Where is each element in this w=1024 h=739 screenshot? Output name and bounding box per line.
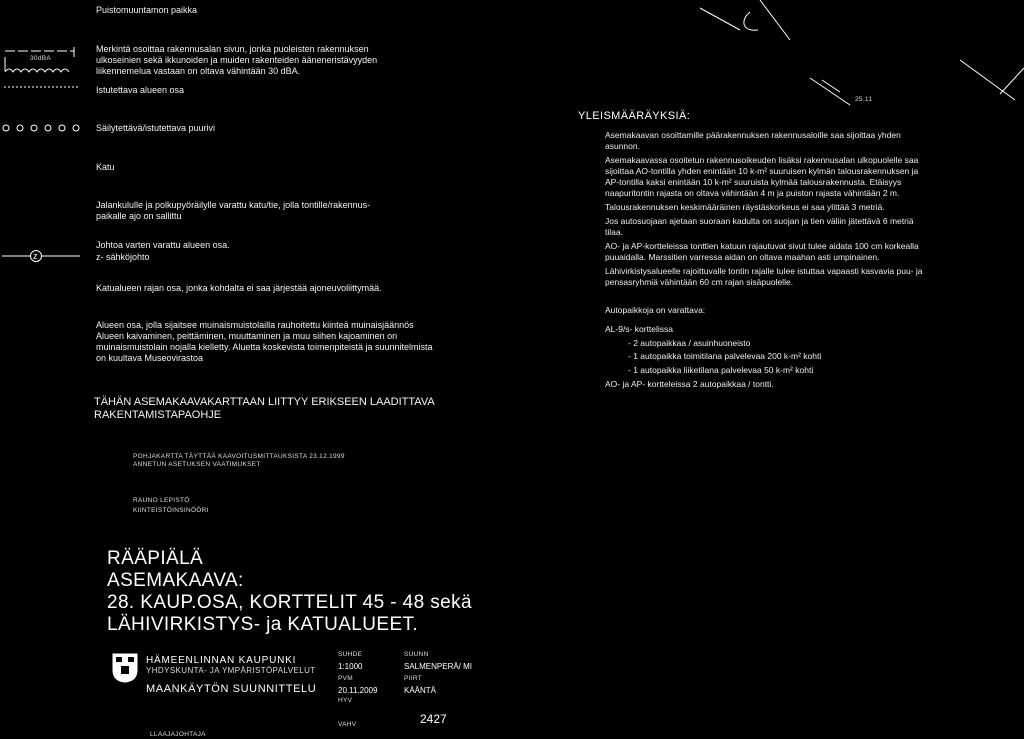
legend-pipe-desc: z- sähköjohto (96, 252, 150, 262)
noise-symbol (4, 47, 78, 77)
parking-item: - 1 autopaikka liiketilana palvelevaa 50 k-m² kohti (628, 365, 814, 375)
parking-tail: AO- ja AP- kortteleissa 2 autopaikkaa / tontti. (605, 379, 774, 389)
map-fragment-label: 25.11 (855, 96, 873, 103)
appendix-note: TÄHÄN ASEMAKAAVAKARTTAAN LIITTYY ERIKSEEN LAADITTAVA RAKENTAMISTAPAOHJE (94, 396, 435, 421)
plan-title-line: 28. KAUP.OSA, KORTTELIT 45 - 48 sekä (107, 592, 473, 613)
general-list (605, 130, 1005, 291)
noise-code: 30dBA (30, 55, 52, 62)
legend-tree-row: Säilytettävä/istutettava puurivi (96, 123, 216, 133)
drawing-number: 2427 (420, 712, 447, 726)
drawn-value: KÄÄNTÄ (404, 686, 437, 695)
signer-name: RAUNO LEPISTÖ (133, 497, 190, 504)
parking-block: AL-9/s- korttelissa (605, 324, 674, 334)
designer-value: SALMENPERÄ/ MI (404, 662, 473, 671)
tree-row-symbol (2, 122, 82, 134)
org-city: HÄMEENLINNAN KAUPUNKI (146, 655, 297, 666)
general-item: Asemakaavassa osoitetun rakennusoikeuden lisäksi rakennusalan ulkopuolelle saa sijoittaa AO-tontilla yhden enintään 10 k-m² suuruisen kylmän talousrakennuksen ja AP-tontilla kaksi enintään 10 k-m² suuruista kylmää talousrakennusta. Etäisyys naapuritontin rajasta on oltava vähintään 4 m ja puiston rajasta vähintään 2 m. (605, 155, 919, 198)
pipe-symbol-letter: z (33, 251, 38, 261)
plan-title-line: ASEMAKAAVA: (107, 570, 244, 591)
legend-transformer-label: Puistomuuntamon paikka (96, 5, 198, 15)
top-map-fragment (680, 0, 800, 45)
general-item: Talousrakennuksen keskimääräinen räystäskorkeus ei saa ylittää 3 metriä. (605, 202, 885, 212)
map-edge-fragment (810, 60, 1024, 110)
general-item: Lähivirkistysalueelle rajoittuvalle tontin rajalle tulee istuttaa vapaasti kasvavia puu- ja pensasryhmiä vähintään 60 cm rajan sisäpuolelle. (605, 266, 923, 287)
city-crest-icon (112, 653, 138, 683)
designer-label: SUUNN (404, 651, 429, 658)
scale-label: SUHDE (338, 651, 363, 658)
date-value: 20.11.2009 (338, 686, 378, 695)
pipe-line-symbol (2, 250, 80, 262)
org-unit: MAANKÄYTÖN SUUNNITTELU (146, 683, 317, 695)
basemap-note: POHJAKARTTA TÄYTTÄÄ KAAVOITUSMITTAUKSISTA 23.12.1999 ANNETUN ASETUKSEN VAATIMUKSET (133, 453, 345, 468)
parking-item: - 2 autopaikkaa / asuinhuoneisto (628, 338, 751, 348)
parking-item: - 1 autopaikka toimitilana palvelevaa 200 k-m² kohti (628, 351, 822, 361)
approved2-label: VAHV (338, 721, 357, 728)
org-bottom-text: LLAAJAJOHTAJA (150, 731, 206, 738)
plan-title-line: LÄHIVIRKISTYS- ja KATUALUEET. (107, 614, 419, 635)
parking-heading: Autopaikkoja on varattava: (605, 305, 706, 315)
general-item: Asemakaavan osoittamille päärakennuksen rakennusaloille saa sijoittaa yhden asunnon. (605, 130, 901, 151)
plan-title-line: RÄÄPIÄLÄ (107, 548, 204, 569)
signer-title: KIINTEISTÖINSINÖÖRI (133, 507, 209, 514)
legend-pipe-area: Johtoa varten varattu alueen osa. (96, 240, 230, 250)
general-heading: YLEISMÄÄRÄYKSIÄ: (578, 110, 691, 122)
legend-noise-text: Merkintä osoittaa rakennusalan sivun, jonka puoleisten rakennuksen ulkoseinien sekä ikkunoiden ja muiden rakenteiden ääneneristävyyden liikennemelua vastaan on oltava vähintään 30 dBA. (96, 44, 378, 76)
drawn-label: PIIRT (404, 675, 422, 682)
general-item: AO- ja AP-kortteleissa tonttien katuun rajautuvat sivut tulee aidata 100 cm korkealla puuaidalla. Marssitien varressa aidan on oltava maahan asti umpinainen. (605, 241, 919, 262)
general-item: Jos autosuojaan ajetaan suoraan kadulta on suojan ja tien väliin jätettävä 6 metriä tilaa. (605, 216, 914, 237)
org-dept: YHDYSKUNTA- JA YMPÄRISTÖPALVELUT (146, 666, 316, 675)
legend-planted-area: Istutettava alueen osa (96, 85, 185, 95)
planted-area-symbol (4, 84, 80, 92)
legend-heritage: Alueen osa, jolla sijaitsee muinaismuistolailla rauhoitettu kiinteä muinaisjäännös Alueen kaivaminen, peittäminen, muuttaminen ja muu siihen kajoaminen on muinaismuistolain nojalla kielletty. Aluetta koskevista toimenpiteistä ja suunnitelmista on kuultava Museovirastoa (96, 320, 433, 363)
legend-no-access: Katualueen rajan osa, jonka kohdalta ei saa järjestää ajoneuvoliittymää. (96, 283, 382, 293)
date-label: PVM (338, 675, 353, 682)
scale-value: 1:1000 (338, 662, 363, 671)
legend-street: Katu (96, 162, 115, 172)
legend-ped-bike: Jalankululle ja polkupyöräilylle varattu katu/tie, jolla tontille/rakennus- paikalle ajo on sallittu (96, 200, 371, 221)
approved-label: HYV (338, 697, 353, 704)
plan-title (107, 548, 472, 636)
